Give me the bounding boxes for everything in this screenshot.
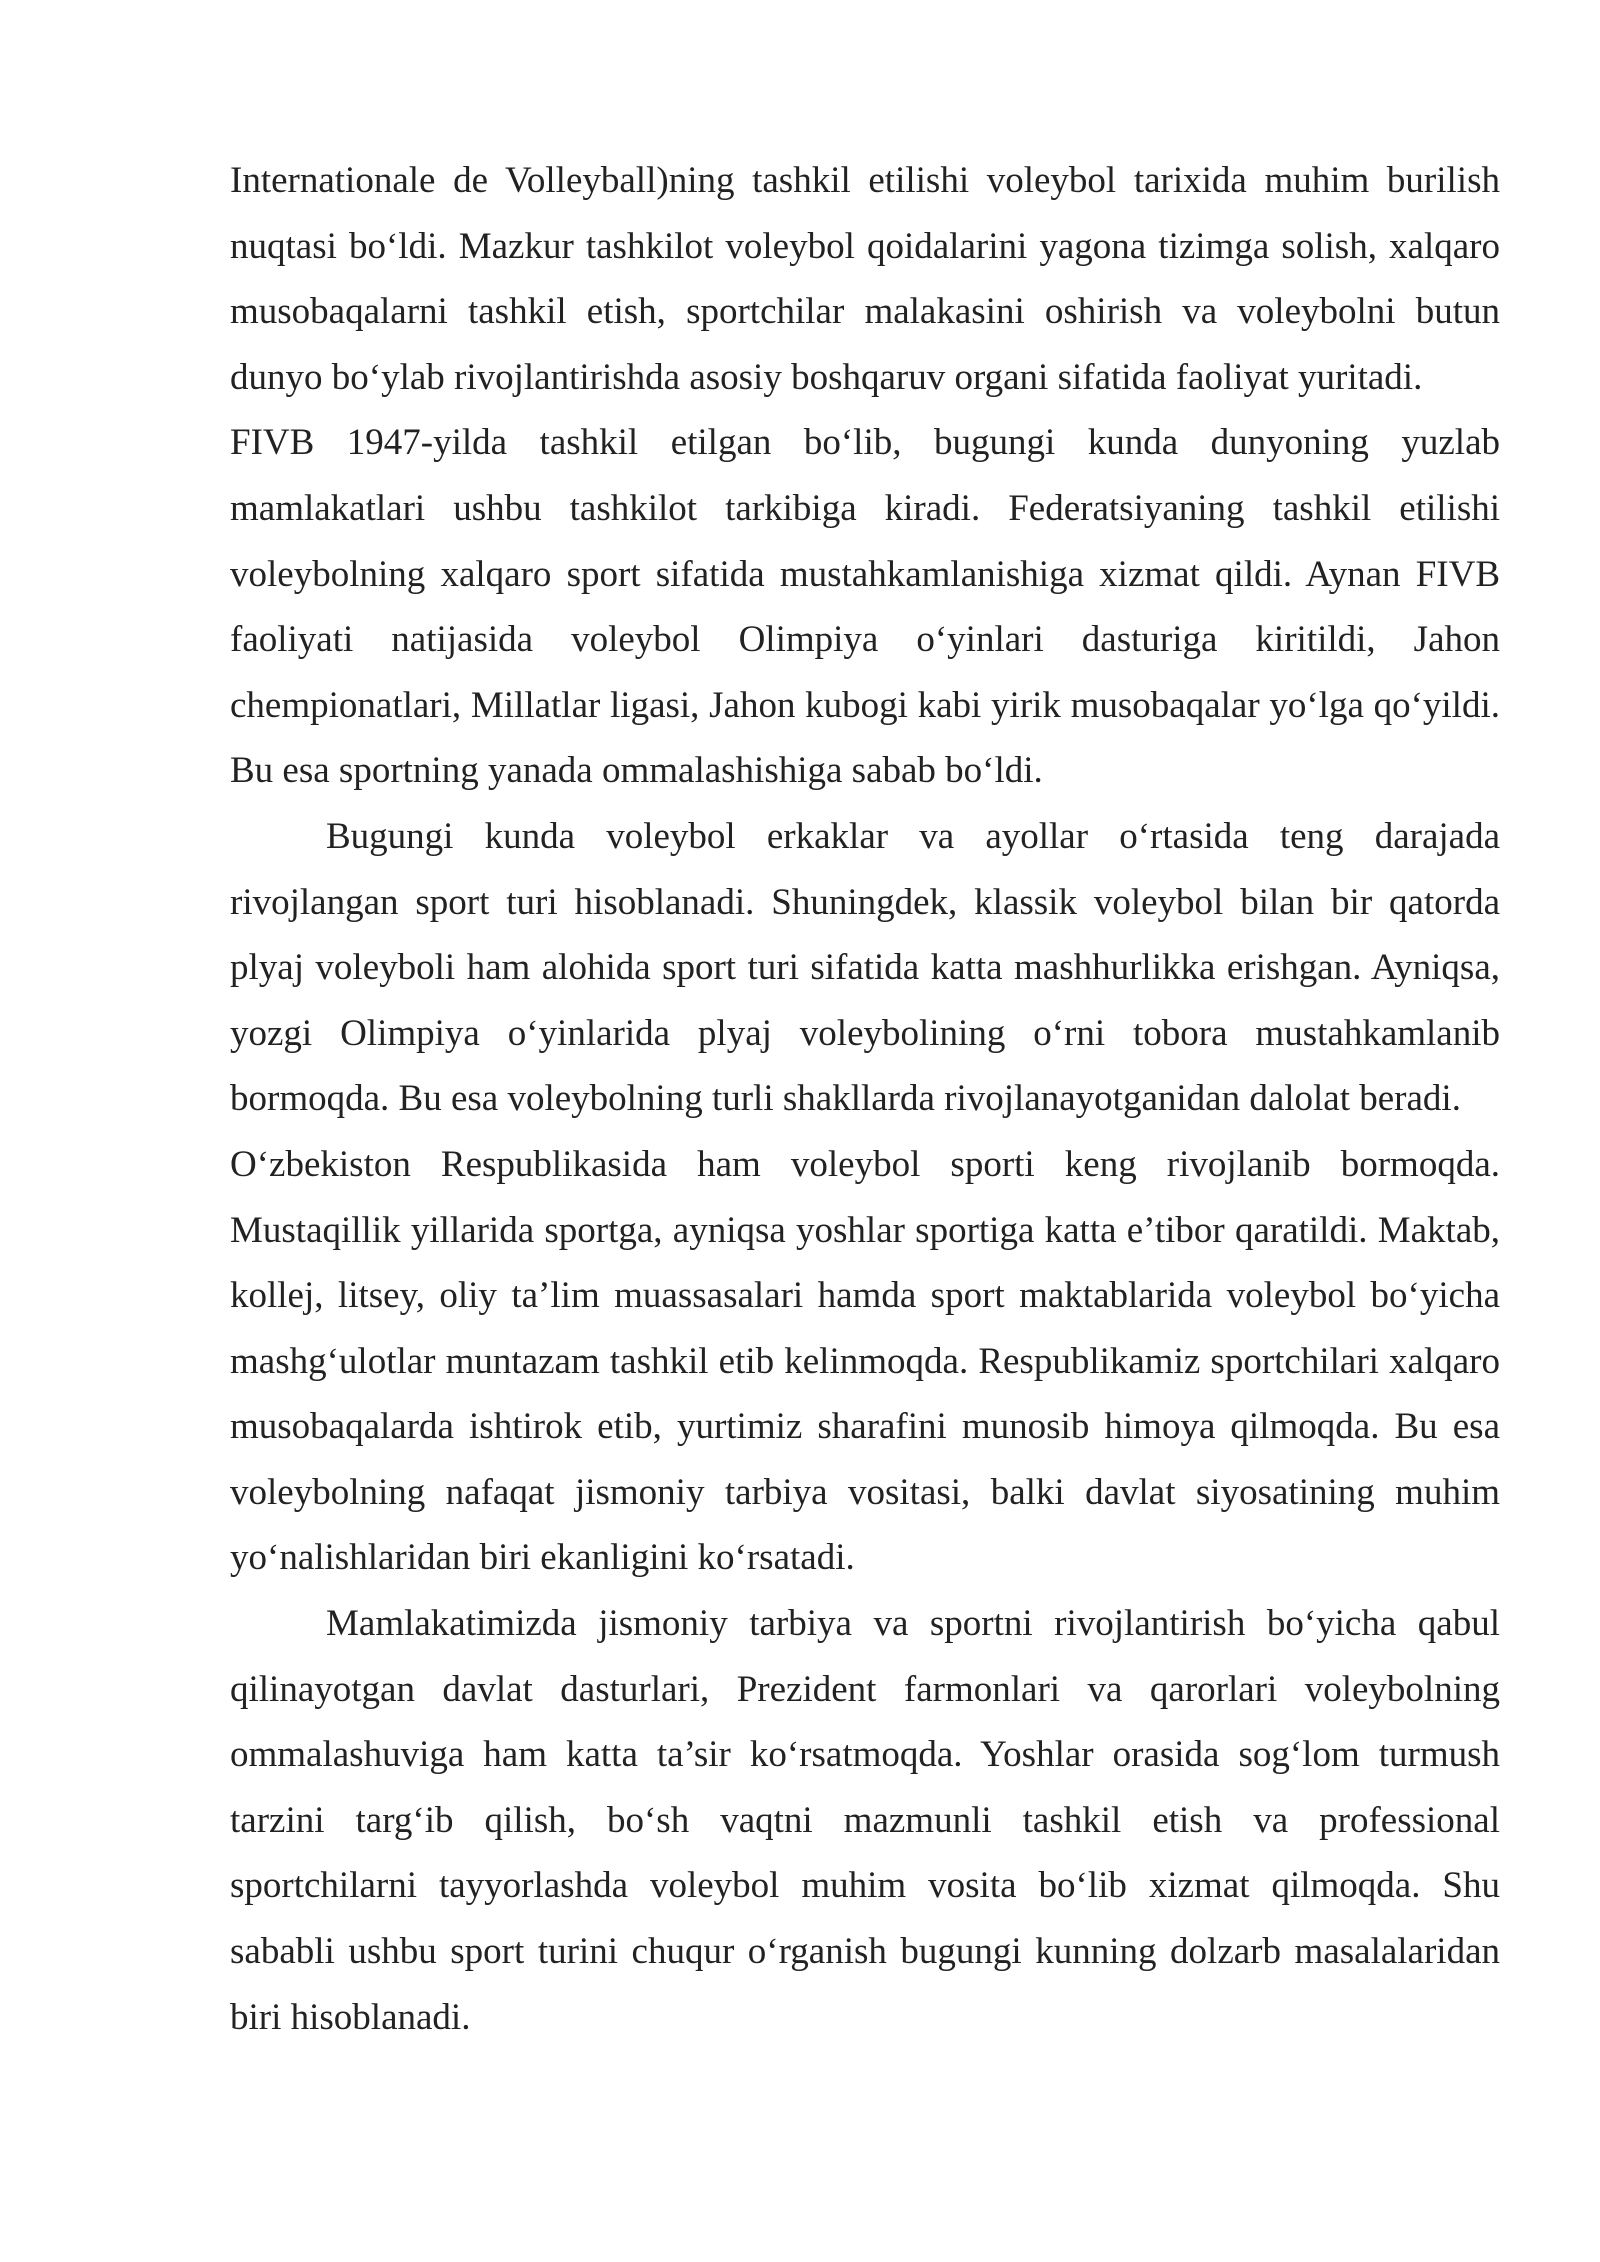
body-text <box>230 148 1500 2050</box>
paragraph-fivb-founding: Internationale de Volleyball)ning tashkil etilishi voleybol tarixida muhim burilish nuqtasi bo‘ldi. Mazkur tashkilot voleybol qoidalarini yagona tizimga solish, xalqaro musobaqalarni tashkil etish, sportchilar malakasini oshirish va voleybolni butun dunyo bo‘ylab rivojlantirishda asosiy boshqaruv organi sifatida faoliyat yuritadi. <box>230 160 1500 398</box>
paragraph-state-programs: Mamlakatimizda jismoniy tarbiya va sportni rivojlantirish bo‘yicha qabul qilinayotgan davlat dasturlari, Prezident farmonlari va qarorlari voleybolning ommalashuviga ham katta ta’sir ko‘rsatmoqda. Yoshlar orasida sog‘lom turmush tarzini targ‘ib qilish, bo‘sh vaqtni mazmunli tashkil etish va professional sportchilarni tayyorlashda voleybol muhim vosita bo‘lib xizmat qilmoqda. Shu sababli ushbu sport turini chuqur o‘rganish bugungi kunning dolzarb masalalaridan biri hisoblanadi. <box>230 1603 1500 2038</box>
paragraph-volleyball-today: Bugungi kunda voleybol erkaklar va ayollar o‘rtasida teng darajada rivojlangan sport turi hisoblanadi. Shuningdek, klassik voleybol bilan bir qatorda plyaj voleyboli ham alohida sport turi sifatida katta mashhurlikka erishgan. Ayniqsa, yozgi Olimpiya o‘yinlarida plyaj voleybolining o‘rni tobora mustahkamlanib bormoqda. Bu esa voleybolning turli shakllarda rivojlanayotganidan dalolat beradi. <box>230 815 1500 1120</box>
paragraph-uzbekistan-volleyball: O‘zbekiston Respublikasida ham voleybol sporti keng rivojlanib bormoqda. Mustaqillik yillarida sportga, ayniqsa yoshlar sportiga katta e’tibor qaratildi. Maktab, kollej, litsey, oliy ta’lim muassasalari hamda sport maktablarida voleybol bo‘yicha mashg‘ulotlar muntazam tashkil etib kelinmoqda. Respublikamiz sportchilari xalqaro musobaqalarda ishtirok etib, yurtimiz sharafini munosib himoya qilmoqda. Bu esa voleybolning nafaqat jismoniy tarbiya vositasi, balki davlat siyosatining muhim yo‘nalishlaridan biri ekanligini ko‘rsatadi. <box>230 1143 1500 1579</box>
paragraph-fivb-history: FIVB 1947-yilda tashkil etilgan bo‘lib, bugungi kunda dunyoning yuzlab mamlakatlari ushbu tashkilot tarkibiga kiradi. Federatsiyaning tashkil etilishi voleybolning xalqaro sport sifatida mustahkamlanishiga xizmat qildi. Aynan FIVB faoliyati natijasida voleybol Olimpiya o‘yinlari dasturiga kiritildi, Jahon chempionatlari, Millatlar ligasi, Jahon kubogi kabi yirik musobaqalar yo‘lga qo‘yildi. Bu esa sportning yanada ommalashishiga sabab bo‘ldi. <box>230 422 1500 792</box>
